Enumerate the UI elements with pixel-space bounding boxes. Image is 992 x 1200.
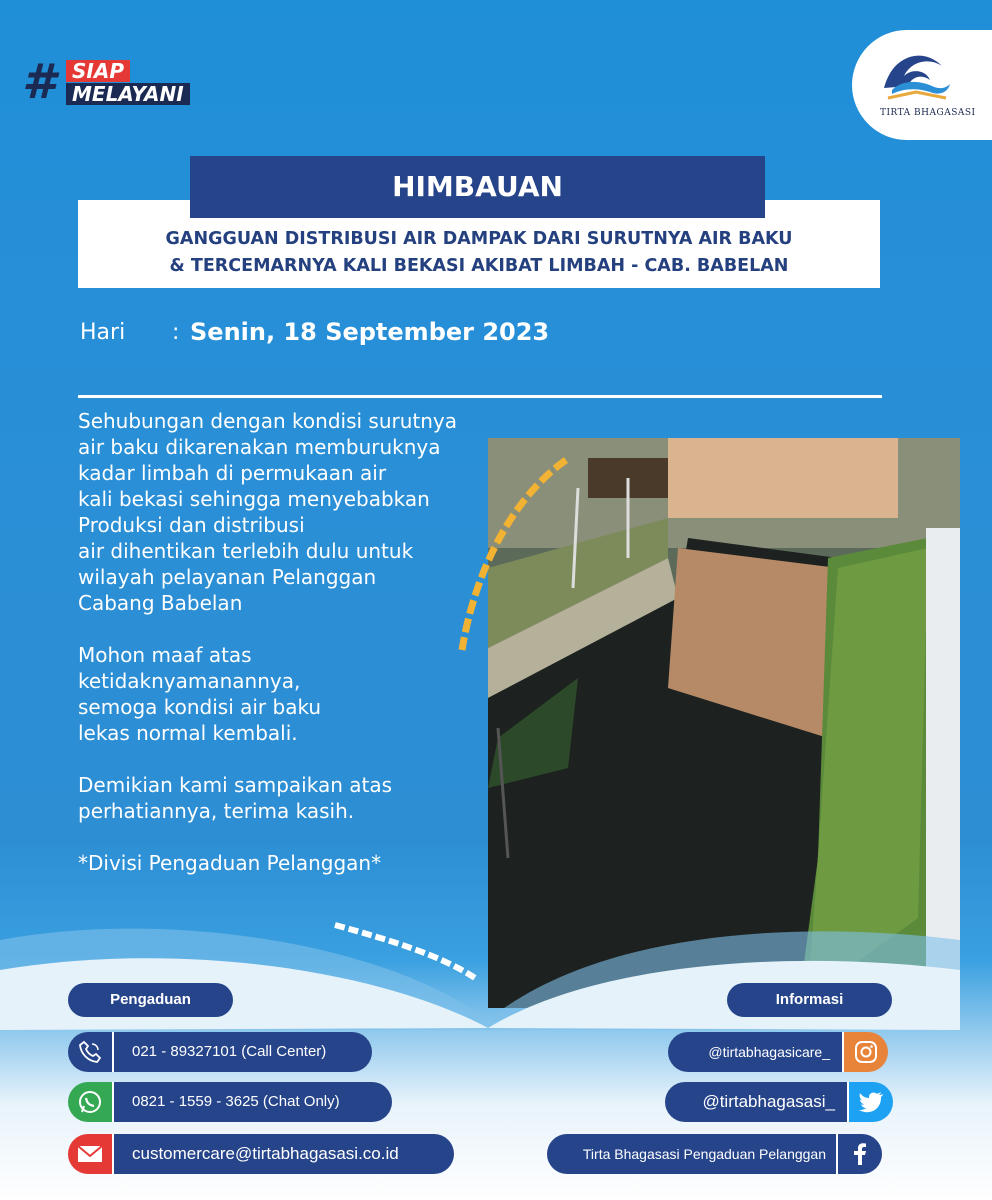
facebook-contact[interactable] [547, 1134, 882, 1174]
text-line: kadar limbah di permukaan air [78, 461, 387, 485]
divider [78, 395, 882, 398]
subtitle-line: GANGGUAN DISTRIBUSI AIR DAMPAK DARI SURUTNYA AIR BAKU [165, 229, 793, 249]
announcement-body [78, 408, 538, 902]
page-title: HIMBAUAN [190, 156, 765, 218]
text-line: Cabang Babelan [78, 591, 243, 615]
date-colon: : [172, 320, 180, 345]
instagram-icon [842, 1032, 888, 1072]
wave-logo-icon [882, 46, 952, 106]
email-address: customercare@tirtabhagasasi.co.id [114, 1134, 454, 1174]
informasi-header: Informasi [727, 983, 892, 1017]
whatsapp-number: 0821 - 1559 - 3625 (Chat Only) [114, 1082, 392, 1122]
whatsapp-icon [68, 1082, 114, 1122]
text-line: semoga kondisi air baku [78, 695, 322, 719]
pengaduan-header: Pengaduan [68, 983, 233, 1017]
subtitle-line: & TERCEMARNYA KALI BEKASI AKIBAT LIMBAH - CAB. BABELAN [169, 256, 789, 276]
text-line: Sehubungan dengan kondisi surutnya [78, 409, 458, 433]
text-line: air baku dikarenakan memburuknya [78, 435, 441, 459]
hashtag-word-melayani: MELAYANI [66, 83, 190, 105]
phone-number: 021 - 89327101 (Call Center) [114, 1032, 372, 1072]
facebook-page: Tirta Bhagasasi Pengaduan Pelanggan [547, 1134, 836, 1174]
text-line: air dihentikan terlebih dulu untuk [78, 539, 414, 563]
text-line: wilayah pelayanan Pelanggan [78, 565, 377, 589]
text-line: lekas normal kembali. [78, 721, 298, 745]
phone-contact[interactable] [68, 1032, 372, 1072]
hashtag-symbol: # [22, 54, 56, 110]
phone-icon [68, 1032, 114, 1072]
facebook-icon [836, 1134, 882, 1174]
twitter-contact[interactable] [665, 1082, 893, 1122]
hashtag-word-siap: SIAP [66, 60, 130, 82]
text-line: ketidaknyamanannya, [78, 669, 301, 693]
twitter-icon [847, 1082, 893, 1122]
subtitle [78, 226, 880, 280]
mail-icon [68, 1134, 114, 1174]
date-label: Hari [80, 320, 126, 345]
logo-name: TIRTA BHAGASASI [880, 108, 976, 118]
text-line: Demikian kami sampaikan atas [78, 773, 393, 797]
instagram-contact[interactable] [668, 1032, 888, 1072]
twitter-handle: @tirtabhagasasi_ [665, 1082, 847, 1122]
text-line: Mohon maaf atas [78, 643, 252, 667]
text-line: kali bekasi sehingga menyebabkan [78, 487, 430, 511]
whatsapp-contact[interactable] [68, 1082, 392, 1122]
date-value: Senin, 18 September 2023 [190, 318, 550, 346]
text-line: perhatiannya, terima kasih. [78, 799, 355, 823]
email-contact[interactable] [68, 1134, 454, 1174]
tirta-bhagasasi-logo [852, 30, 992, 140]
paragraph-1 [78, 408, 538, 616]
signature: *Divisi Pengaduan Pelanggan* [78, 851, 382, 875]
text-line: Produksi dan distribusi [78, 513, 305, 537]
siap-melayani-logo [22, 56, 182, 108]
paragraph-2 [78, 642, 538, 746]
paragraph-3 [78, 772, 538, 824]
instagram-handle: @tirtabhagasicare_ [668, 1032, 842, 1072]
